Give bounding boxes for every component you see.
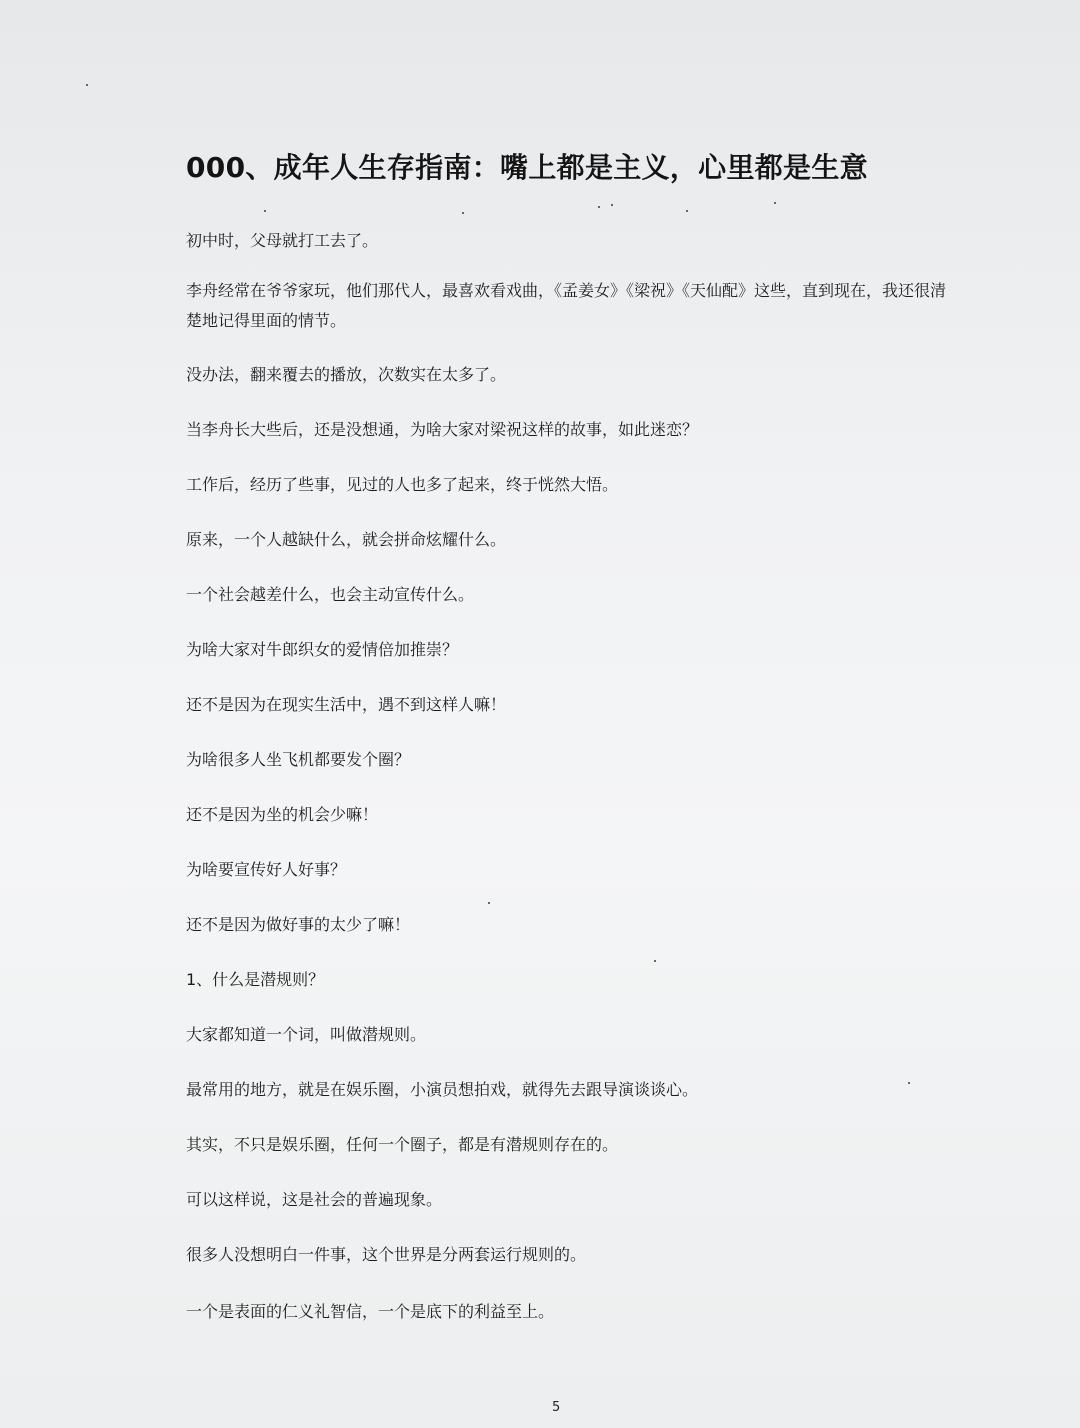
paragraph: 工作后，经历了些事，见过的人也多了起来，终于恍然大悟。 [186, 475, 619, 494]
print-speck [598, 206, 600, 208]
paragraph: 原来，一个人越缺什么，就会拼命炫耀什么。 [186, 530, 507, 549]
paragraph: 李舟经常在爷爷家玩，他们那代人，最喜欢看戏曲，《孟姜女》《梁祝》《天仙配》这些，直到现在，我还很清楚地记得里面的情节。 [186, 281, 947, 330]
paragraph: 没办法，翻来覆去的播放，次数实在太多了。 [186, 365, 507, 384]
print-speck [654, 960, 656, 962]
paragraph: 可以这样说，这是社会的普遍现象。 [186, 1190, 443, 1209]
paragraph: 当李舟长大些后，还是没想通，为啥大家对梁祝这样的故事，如此迷恋？ [186, 420, 699, 439]
print-speck [908, 1082, 910, 1084]
paragraph: 大家都知道一个词，叫做潜规则。 [186, 1025, 427, 1044]
print-speck [686, 210, 688, 212]
paragraph: 还不是因为在现实生活中，遇不到这样人嘛！ [186, 695, 507, 714]
paragraph: 还不是因为坐的机会少嘛！ [186, 805, 379, 824]
print-speck [774, 202, 776, 204]
paragraph: 一个社会越差什么，也会主动宣传什么。 [186, 585, 475, 604]
print-speck [264, 210, 266, 212]
print-speck [611, 204, 613, 206]
paragraph: 很多人没想明白一件事，这个世界是分两套运行规则的。 [186, 1245, 587, 1264]
paragraph: 为啥很多人坐飞机都要发个圈？ [186, 750, 411, 769]
print-speck [86, 84, 88, 86]
page-number: 5 [552, 1400, 561, 1415]
paragraph: 最常用的地方，就是在娱乐圈，小演员想拍戏，就得先去跟导演谈谈心。 [186, 1080, 699, 1099]
paragraph: 为啥要宣传好人好事？ [186, 860, 347, 879]
paragraph: 还不是因为做好事的太少了嘛！ [186, 915, 411, 934]
paragraph: 其实，不只是娱乐圈，任何一个圈子，都是有潜规则存在的。 [186, 1135, 619, 1154]
paragraph: 初中时，父母就打工去了。 [186, 231, 379, 250]
document-title: 000、成年人生存指南：嘴上都是主义，心里都是生意 [186, 151, 868, 184]
paragraph: 为啥大家对牛郎织女的爱情倍加推崇？ [186, 640, 459, 659]
print-speck [488, 902, 490, 904]
print-speck [462, 212, 464, 214]
paragraph: 一个是表面的仁义礼智信，一个是底下的利益至上。 [186, 1302, 555, 1321]
section-heading: 1、什么是潜规则？ [186, 970, 325, 989]
